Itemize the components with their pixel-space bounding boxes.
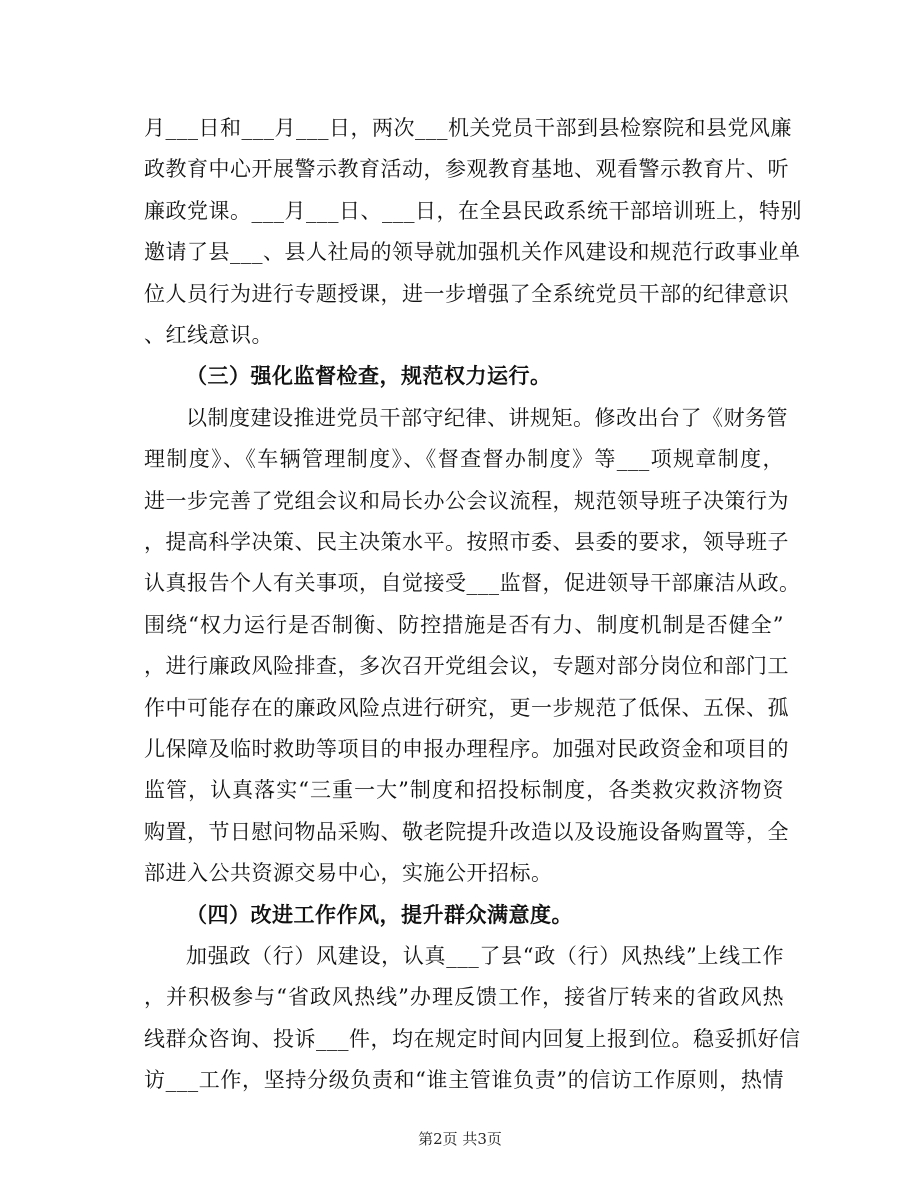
paragraph-line: 线群众咨询、投诉___件，均在规定时间内回复上报到位。稳妥抓好信 [144, 1027, 801, 1051]
paragraph-line: ，并积极参与“省政风热线”办理反馈工作，接省厅转来的省政风热 [144, 985, 784, 1009]
paragraph-line: ，提高科学决策、民主决策水平。按照市委、县委的要求，领导班子 [144, 530, 789, 554]
paragraph-line: 作中可能存在的廉政风险点进行研究，更一步规范了低保、五保、孤 [144, 696, 789, 720]
section-heading: （四）改进工作作风，提升群众满意度。 [186, 902, 573, 927]
paragraph-line: 月___日和___月___日，两次___机关党员干部到县检察院和县党风廉 [144, 116, 792, 140]
paragraph-line: 政教育中心开展警示教育活动，参观教育基地、观看警示教育片、听 [144, 157, 789, 181]
paragraph-line: 部进入公共资源交易中心，实施公开招标。 [144, 861, 553, 885]
paragraph-line: 儿保障及临时救助等项目的申报办理程序。加强对民政资金和项目的 [144, 737, 789, 761]
paragraph-line: 理制度》、《车辆管理制度》、《督查督办制度》等___项规章制度， [144, 447, 784, 471]
paragraph-line: 访___工作，坚持分级负责和“谁主管谁负责”的信访工作原则，热情 [144, 1068, 784, 1092]
page-footer: 第2页 共3页 [418, 1130, 502, 1148]
paragraph-line: 位人员行为进行专题授课，进一步增强了全系统党员干部的纪律意识 [144, 282, 789, 306]
paragraph-line: 邀请了县___、县人社局的领导就加强机关作风建设和规范行政事业单 [144, 240, 801, 264]
paragraph-line: 廉政党课。___月___日、___日，在全县民政系统干部培训班上，特别 [144, 199, 802, 223]
paragraph-line: 加强政（行）风建设，认真___了县“政（行）风热线”上线工作 [186, 944, 784, 968]
paragraph-line: 、红线意识。 [144, 323, 273, 347]
paragraph-line: 监管，认真落实“三重一大”制度和招投标制度，各类救灾救济物资 [144, 778, 784, 802]
paragraph-line: 购置，节日慰问物品采购、敬老院提升改造以及设施设备购置等，全 [144, 820, 789, 844]
paragraph-line: 认真报告个人有关事项，自觉接受___监督，促进领导干部廉洁从政。 [144, 571, 801, 595]
paragraph-line: 围绕“权力运行是否制衡、防控措施是否有力、制度机制是否健全” [144, 613, 784, 637]
paragraph-line: ，进行廉政风险排查，多次召开党组会议，专题对部分岗位和部门工 [144, 654, 789, 678]
section-heading: （三）强化监督检查，规范权力运行。 [186, 363, 552, 388]
paragraph-line: 进一步完善了党组会议和局长办公会议流程，规范领导班子决策行为 [144, 489, 789, 513]
paragraph-line: 以制度建设推进党员干部守纪律、讲规矩。修改出台了《财务管 [186, 406, 788, 430]
